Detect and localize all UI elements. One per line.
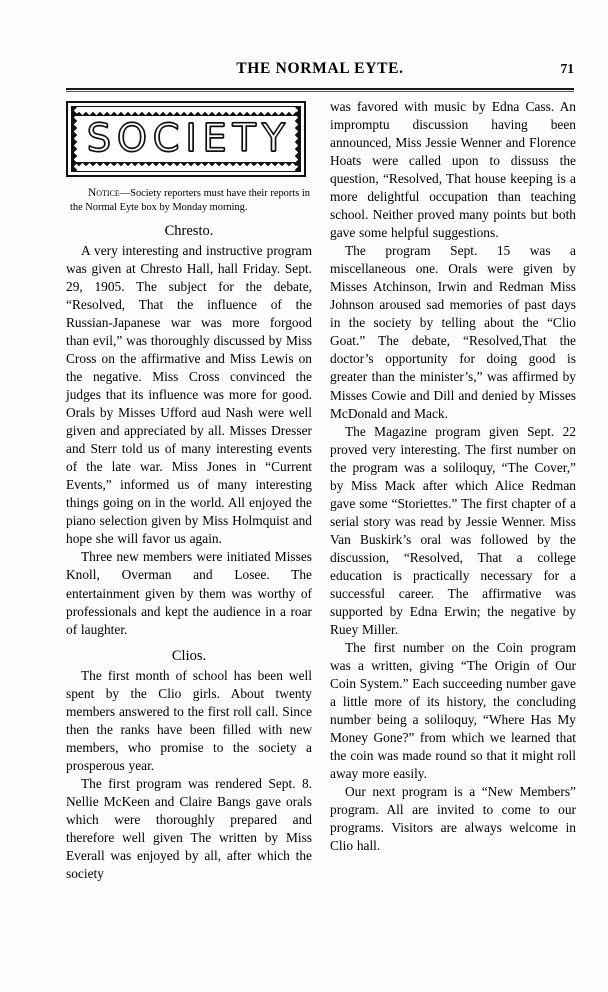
sawtooth-border-top <box>72 107 300 116</box>
running-head <box>66 60 574 84</box>
heading-chresto: Chresto. <box>164 222 214 239</box>
notice-text: —Society reporters must have their reports in the Normal Eyte box by Monday morning. <box>70 188 310 213</box>
paragraph-clios-1: The first month of school has been well spent by the Clio girls. About twenty members answered to the first roll call. Since then the ranks have been filled with new members, who promise to the society a prosperous year. <box>66 667 312 773</box>
paragraph-chresto-1: A very interesting and instructive program was given at Chresto Hall, hall Friday. Sept. 29, 1905. The subject for the debate, “Resolved, That the influence of the Russian-Japanese war was more forgood than evil,” was thoroughly discussed by Miss Cross on the affirmative and Miss Lewis on the negative. Miss Cross convinced the judges that its influence was more for good. Orals by Misses Ufford aud Nash were well given and appreciated by all. Misses Dresser and Sterr told us of many interesting events of the late war. Miss Jones in “Current Events,” informed us of many interesting things going on in the world. All enjoyed the piano selection given by Miss Holmquist and hope she will favor us again. <box>66 242 312 547</box>
left-column <box>66 98 312 974</box>
notice-label: Notice <box>88 187 120 199</box>
two-column-body <box>66 98 574 974</box>
right-column <box>330 98 576 974</box>
paragraph-clios-2: The first program was rendered Sept. 8. Nellie McKeen and Claire Bangs gave orals which were thoroughly prepared and therefore well given The written by Miss Everall was enjoyed by all, after which the society <box>66 775 312 881</box>
paragraph-chresto-2: Three new members were initiated Misses Knoll, Overman and Losee. The entertainment given by them was worthy of professionals and kept the audience in a roar of laughter. <box>66 549 312 637</box>
society-banner-text: SOCIETY <box>86 116 292 161</box>
society-banner <box>66 101 306 177</box>
paragraph-right-1: was favored with music by Edna Cass. An impromptu discussion having been announced, Miss Jessie Wenner and Florence Hoats were called upon to dissuss the question, “Resolved, That house keeping is a more delightful occupation than teaching school. Neither proved many points but both gave some helpful suggestions. <box>330 99 576 241</box>
header-rule <box>66 88 574 92</box>
editorial-notice <box>70 186 310 214</box>
sawtooth-border-bottom <box>72 162 300 171</box>
paragraph-right-2: The program Sept. 15 was a miscellaneous one. Orals were given by Misses Atchinson, Irwin and Redman Miss Johnson aroused sad memories of past days in the society by telling about the “Clio Goat.” The debate, “Resolved,That the doctor’s opportunity for doing good is greater than the minister’s,” was affirmed by Misses Cowie and Dill and denied by Misses McDonald and Mack. <box>330 243 576 421</box>
paragraph-right-3: The Magazine program given Sept. 22 proved very interesting. The first number on the program was a soliloquy, “The Cover,” by Miss Mack after which Alice Redman gave some “Storiettes.” The first chapter of a serial story was read by Jessie Wenner. Miss Van Buskirk’s oral was followed by the discussion, “Resolved, That a college education is practically necessary for a successful career. The affirmative was supported by Edna Erwin; the negative by Ruey Miller. <box>330 423 576 637</box>
paragraph-right-5: Our next program is a “New Members” program. All are invited to come to our programs. Visitors are always welcome in Clio hall. <box>330 784 576 854</box>
publication-title: THE NORMAL EYTE. <box>236 60 404 77</box>
paragraph-right-4: The first number on the Coin program was a written, giving “The Origin of Our Coin System.” Each succeeding number gave a little more of its history, the concluding number being a soliloquy, “Where Has My Money Gone?” from which we learned that the coin was made round so that it might roll away more easily. <box>330 639 576 782</box>
page-number: 71 <box>560 61 574 76</box>
heading-clios: Clios. <box>171 647 207 664</box>
society-banner-frame <box>71 106 301 172</box>
